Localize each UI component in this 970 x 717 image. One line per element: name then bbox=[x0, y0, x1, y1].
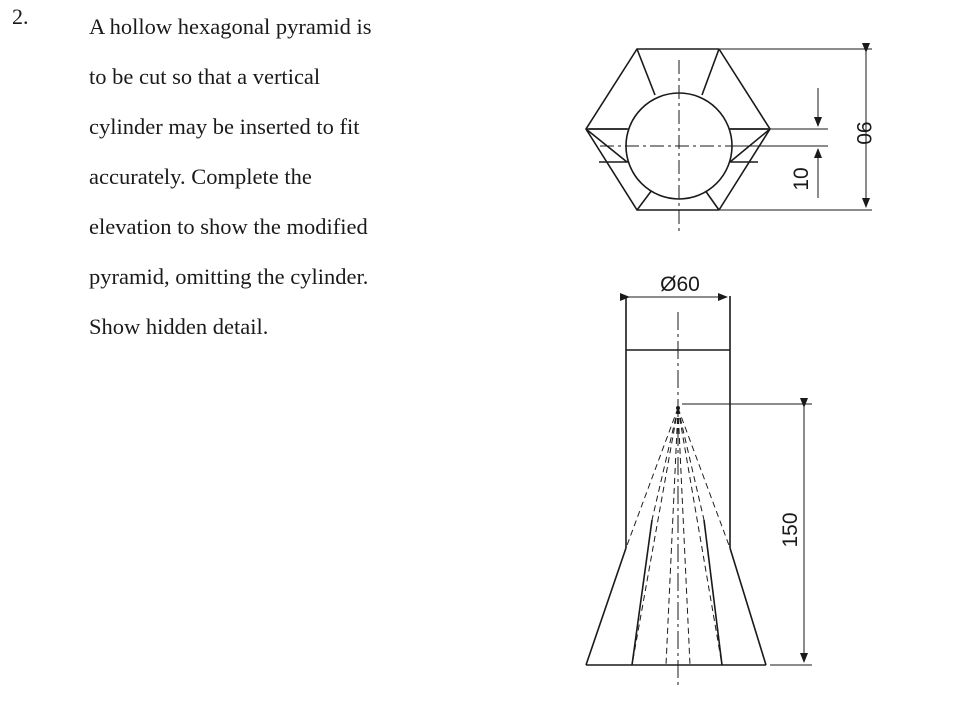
elev-hidden-line-7 bbox=[678, 408, 704, 520]
elev-dimension-150: 150 bbox=[779, 512, 802, 548]
plan-inner-edge-top-right bbox=[702, 49, 719, 95]
elev-dimension-diameter: Ø60 bbox=[660, 273, 700, 296]
question-line-3: cylinder may be inserted to fit bbox=[89, 114, 360, 139]
plan-dimension-10: 10 bbox=[790, 167, 813, 191]
question-line-4: accurately. Complete the bbox=[89, 164, 312, 189]
elev-pyramid-left-edge bbox=[586, 548, 626, 665]
elev-inner-edge-left bbox=[632, 520, 652, 665]
elev-inner-edge-right bbox=[704, 520, 722, 665]
plan-dimension-90: 90 bbox=[852, 121, 875, 145]
elev-hidden-line-4 bbox=[666, 408, 678, 665]
elev-hidden-line-5 bbox=[678, 408, 690, 665]
question-line-7: Show hidden detail. bbox=[89, 314, 269, 339]
elev-hidden-line-3 bbox=[632, 408, 678, 665]
plan-view bbox=[586, 49, 872, 232]
elev-hidden-line-1 bbox=[626, 408, 678, 548]
elev-hidden-line-6 bbox=[678, 408, 722, 665]
elevation-view bbox=[586, 296, 812, 688]
elev-pyramid-right-edge bbox=[730, 548, 766, 665]
question-line-1: A hollow hexagonal pyramid is bbox=[89, 14, 372, 39]
question-line-6: pyramid, omitting the cylinder. bbox=[89, 264, 369, 289]
elev-hidden-line-8 bbox=[678, 408, 730, 548]
elev-hidden-line-2 bbox=[652, 408, 678, 520]
question-line-2: to be cut so that a vertical bbox=[89, 64, 321, 89]
plan-inner-edge-top-left bbox=[637, 49, 655, 95]
question-number: 2. bbox=[12, 4, 29, 29]
question-line-5: elevation to show the modified bbox=[89, 214, 368, 239]
elev-pyramid-apex bbox=[676, 406, 680, 410]
